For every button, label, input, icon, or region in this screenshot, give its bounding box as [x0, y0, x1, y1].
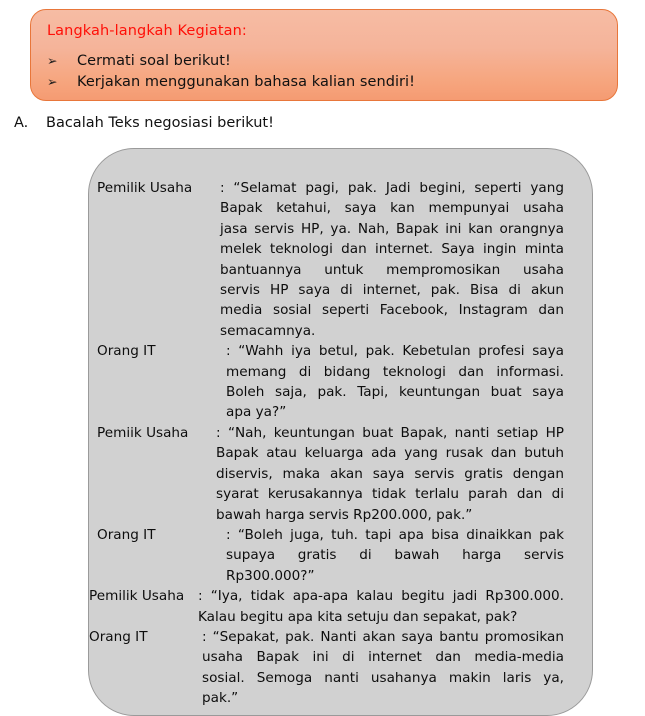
speaker-utterance: [202, 627, 592, 709]
dialogue-turn: [89, 525, 592, 586]
utterance-line: semacamnya.: [220, 322, 316, 339]
utterance-line: bawah harga servis Rp200.000, pak.”: [216, 506, 473, 523]
callout-step-label: Cermati soal berikut!: [77, 53, 231, 69]
utterance-line: apa ya?”: [226, 404, 287, 421]
utterance-line: : “Boleh juga, tuh. tapi apa bisa dinaikkan pak: [226, 526, 564, 543]
utterance-line: supaya gratis di bawah harga servis: [226, 547, 564, 564]
arrow-bullet-icon: ➢: [47, 74, 58, 89]
speaker-label: Pemilik Usaha: [89, 588, 185, 605]
callout-step-list: [43, 50, 617, 92]
speaker-utterance: [220, 178, 592, 341]
utterance-line: syarat kerusakannya tidak terlalu parah dan di: [216, 486, 564, 503]
speaker-label: Pemilik Usaha: [97, 180, 193, 196]
dialogue-turn: [89, 178, 592, 341]
speaker-label: Orang IT: [97, 526, 156, 543]
utterance-line: : “Nah, keuntungan buat Bapak, nanti setiap HP: [216, 424, 564, 441]
speaker-utterance: [216, 423, 592, 525]
section-title: Bacalah Teks negosiasi berikut!: [46, 115, 274, 131]
utterance-line: servis HP saya di internet, pak. Bisa di akun: [220, 282, 564, 299]
utterance-line: media sosial seperti Facebook, Instagram dan: [220, 302, 564, 319]
speaker-utterance: [226, 525, 592, 586]
section-a-heading: [14, 113, 274, 133]
speaker-label: Pemiik Usaha: [97, 424, 189, 441]
list-item: [47, 50, 617, 71]
utterance-line: melek teknologi dan internet. Saya ingin minta: [220, 241, 564, 258]
utterance-line: Rp300.000?”: [226, 567, 315, 584]
utterance-line: usaha Bapak ini di internet dan media-media: [202, 649, 564, 666]
instruction-callout: [30, 9, 618, 101]
dialogue-turn: [89, 586, 592, 627]
utterance-line: Kalau begitu apa kita setuju dan sepakat, pak?: [198, 608, 518, 625]
section-marker: A.: [14, 115, 29, 131]
speaker-utterance: [226, 341, 592, 423]
speaker-label: Orang IT: [97, 343, 156, 360]
arrow-bullet-icon: ➢: [47, 53, 58, 68]
dialogue-turn: [89, 423, 592, 525]
utterance-line: : “Sepakat, pak. Nanti akan saya bantu promosikan: [202, 628, 564, 645]
utterance-line: Bapak ketahui, saya kan mempunyai usaha: [220, 200, 564, 217]
utterance-line: Boleh saja, pak. Tapi, keuntungan buat saya: [226, 384, 564, 401]
utterance-line: sosial. Semoga nanti usahanya makin laris ya,: [202, 669, 564, 686]
utterance-line: Bapak atau keluarga ada yang rusak dan butuh: [216, 445, 564, 462]
utterance-line: : “Wahh iya betul, pak. Kebetulan profesi saya: [226, 343, 564, 360]
speaker-utterance: [198, 586, 592, 627]
callout-title: Langkah-langkah Kegiatan:: [47, 23, 247, 39]
utterance-line: : “Iya, tidak apa-apa kalau begitu jadi Rp300.000.: [198, 588, 564, 605]
dialogue-turn: [89, 341, 592, 423]
utterance-line: bantuannya untuk mempromosikan usaha: [220, 261, 564, 278]
callout-step-label: Kerjakan menggunakan bahasa kalian sendiri!: [77, 74, 415, 90]
list-item: [47, 71, 617, 92]
negotiation-text-panel: [88, 148, 593, 716]
dialogue-turn: [89, 627, 592, 709]
utterance-line: jasa servis HP, ya. Nah, Bapak ini kan orangnya: [220, 220, 564, 237]
utterance-line: pak.”: [202, 690, 239, 707]
speaker-label: Orang IT: [89, 628, 148, 645]
utterance-line: : “Selamat pagi, pak. Jadi begini, seperti yang: [220, 180, 564, 196]
utterance-line: diservis, maka akan saya servis gratis dengan: [216, 465, 564, 482]
utterance-line: memang di bidang teknologi dan informasi.: [226, 363, 564, 380]
